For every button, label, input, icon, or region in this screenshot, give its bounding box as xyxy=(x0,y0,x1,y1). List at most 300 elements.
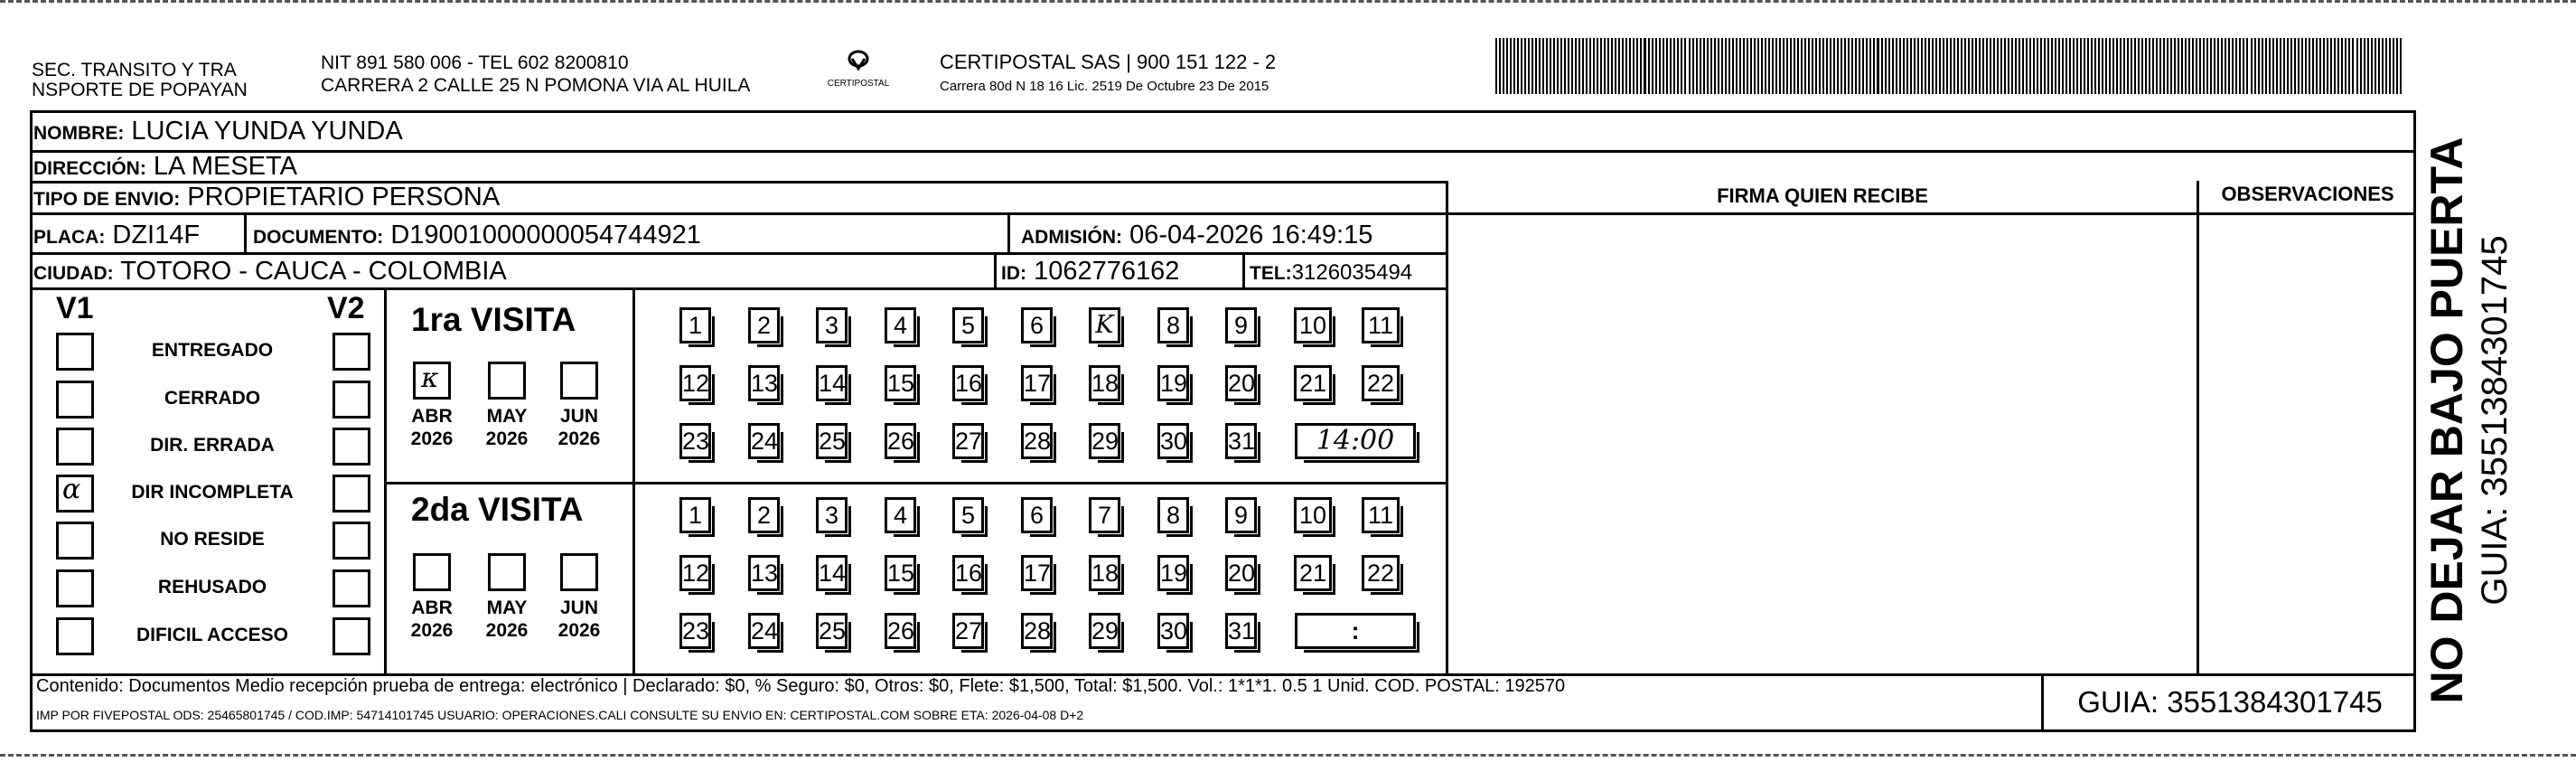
day-box[interactable]: 5 xyxy=(952,497,984,533)
day-box[interactable]: 13 xyxy=(748,555,780,591)
barcode-bar xyxy=(2011,38,2013,94)
barcode-bar xyxy=(1906,38,1908,94)
barcode-bar xyxy=(1950,38,1952,94)
day-box[interactable]: 13 xyxy=(748,365,780,401)
barcode-bar xyxy=(2352,38,2354,94)
day-box[interactable]: 29 xyxy=(1089,613,1120,649)
barcode-bar xyxy=(1618,38,1620,94)
barcode-bar xyxy=(1597,38,1598,94)
barcode-bar xyxy=(2065,38,2067,94)
day-box[interactable]: 17 xyxy=(1021,365,1053,401)
month-checkbox[interactable] xyxy=(413,553,451,591)
day-box[interactable]: 31 xyxy=(1225,423,1257,459)
barcode-bar xyxy=(2131,38,2132,94)
barcode-bar xyxy=(2283,38,2285,94)
v2-checkbox[interactable] xyxy=(333,381,370,419)
barcode-bar xyxy=(1670,38,1672,94)
barcode-bar xyxy=(2287,38,2289,94)
barcode-bar xyxy=(1681,38,1682,94)
barcode-bar xyxy=(1700,38,1701,94)
barcode-bar xyxy=(2127,38,2129,94)
day-box[interactable]: 10 xyxy=(1294,497,1332,533)
barcode-bar xyxy=(2120,38,2122,94)
nombre-row xyxy=(33,116,403,149)
ciudad-value: TOTORO - CAUCA - COLOMBIA xyxy=(120,257,507,286)
barcode-bar xyxy=(2156,38,2158,94)
day-box[interactable]: 7 xyxy=(1089,497,1120,533)
day-box[interactable]: 1 xyxy=(679,307,711,343)
status-label: DIFICIL ACCESO xyxy=(136,625,288,645)
day-box[interactable]: 19 xyxy=(1157,365,1189,401)
day-box[interactable]: 29 xyxy=(1089,423,1120,459)
day-box[interactable]: 22 xyxy=(1362,555,1400,591)
barcode-bar xyxy=(2246,38,2248,94)
day-box[interactable]: 1 xyxy=(679,497,711,533)
barcode-bar xyxy=(2004,38,2006,94)
v1-checkbox[interactable] xyxy=(56,333,94,371)
day-box[interactable]: 22 xyxy=(1362,365,1400,401)
status-label: CERRADO xyxy=(164,388,261,409)
barcode-bar xyxy=(1510,38,1512,94)
barcode-bar xyxy=(1553,38,1555,94)
day-box[interactable]: 2 xyxy=(748,497,780,533)
sender-line-1: SEC. TRANSITO Y TRA xyxy=(32,60,237,80)
day-box[interactable]: 24 xyxy=(748,613,780,649)
barcode-bar xyxy=(2087,38,2089,94)
barcode-bar xyxy=(2091,38,2093,94)
month-checkbox[interactable] xyxy=(488,362,526,400)
barcode-bar xyxy=(1611,38,1613,94)
day-box[interactable]: 21 xyxy=(1294,555,1332,591)
barcode-bar xyxy=(1939,38,1941,94)
month-name: MAY xyxy=(486,597,528,618)
barcode-bar xyxy=(2221,38,2223,94)
barcode-bar xyxy=(2316,38,2318,94)
v1-header: V1 xyxy=(56,291,94,325)
status-label: ENTREGADO xyxy=(151,340,274,361)
barcode-bar xyxy=(2400,38,2402,94)
barcode-bar xyxy=(1964,38,1966,94)
barcode-bar xyxy=(1604,38,1606,94)
barcode-bar xyxy=(2040,38,2042,94)
barcode-bar xyxy=(1652,38,1653,94)
barcode-bar xyxy=(1925,38,1926,94)
day-box[interactable]: 11 xyxy=(1362,307,1400,343)
barcode-bar xyxy=(1866,38,1868,94)
ciudad-row xyxy=(33,256,507,289)
barcode-bar xyxy=(1542,38,1544,94)
status-label: REHUSADO xyxy=(157,577,267,597)
barcode-bar xyxy=(1557,38,1559,94)
month-name: ABR xyxy=(411,406,453,427)
day-box[interactable]: 9 xyxy=(1225,307,1257,343)
day-box[interactable]: 15 xyxy=(885,365,916,401)
barcode-bar xyxy=(1571,38,1573,94)
barcode-bar xyxy=(2389,38,2391,94)
barcode-bar xyxy=(2026,38,2028,94)
barcode-bar xyxy=(2262,38,2263,94)
day-box[interactable]: 2 xyxy=(748,307,780,343)
barcode-bar xyxy=(1550,38,1551,94)
tipo-row xyxy=(33,182,500,215)
barcode-bar xyxy=(1896,38,1897,94)
barcode-bar xyxy=(2276,38,2278,94)
day-box[interactable]: 23 xyxy=(679,613,711,649)
barcode-bar xyxy=(1568,38,1569,94)
month-checkbox[interactable] xyxy=(560,362,598,400)
id-row xyxy=(1001,256,1179,289)
month-name: JUN xyxy=(559,597,598,618)
barcode-bar xyxy=(1921,38,1923,94)
barcode-bar xyxy=(2116,38,2118,94)
barcode-bar xyxy=(1655,38,1657,94)
day-box[interactable]: 27 xyxy=(952,423,984,459)
status-label: DIR INCOMPLETA xyxy=(131,482,294,503)
barcode-bar xyxy=(2188,38,2190,94)
barcode-bar xyxy=(2225,38,2226,94)
barcode-bar xyxy=(2051,38,2053,94)
barcode-bar xyxy=(1644,38,1646,94)
barcode-bar xyxy=(1775,38,1777,94)
barcode-bar xyxy=(1914,38,1916,94)
barcode-bar xyxy=(1607,38,1609,94)
barcode-bar xyxy=(2396,38,2398,94)
barcode-bar xyxy=(1790,38,1792,94)
day-box[interactable]: 28 xyxy=(1021,613,1053,649)
barcode-bar xyxy=(1503,38,1504,94)
month-label xyxy=(475,405,539,450)
barcode-bar xyxy=(2138,38,2140,94)
visit2-time[interactable]: : xyxy=(1295,613,1416,649)
barcode-bar xyxy=(2210,38,2212,94)
barcode-bar xyxy=(1848,38,1850,94)
day-box[interactable]: 14 xyxy=(816,365,848,401)
barcode-bar xyxy=(1979,38,1981,94)
barcode-bar xyxy=(1710,38,1712,94)
day-box[interactable]: 12 xyxy=(679,365,711,401)
barcode-bar xyxy=(1750,38,1752,94)
barcode-bar xyxy=(2290,38,2292,94)
certipostal-logo xyxy=(818,45,899,99)
month-label xyxy=(400,405,464,450)
barcode-bar xyxy=(1786,38,1788,94)
barcode-bar xyxy=(2323,38,2325,94)
barcode-bar xyxy=(1801,38,1803,94)
status-label: DIR. ERRADA xyxy=(150,435,275,456)
day-box[interactable]: 8 xyxy=(1157,497,1189,533)
v1-checkbox[interactable] xyxy=(56,569,94,607)
nombre-value: LUCIA YUNDA YUNDA xyxy=(131,117,403,146)
barcode-bar xyxy=(1877,38,1879,94)
barcode-bar xyxy=(2076,38,2078,94)
month-checkbox[interactable] xyxy=(488,553,526,591)
barcode-bar xyxy=(1910,38,1912,94)
barcode-bar xyxy=(1932,38,1934,94)
day-box[interactable]: 31 xyxy=(1225,613,1257,649)
day-box[interactable]: 19 xyxy=(1157,555,1189,591)
month-label xyxy=(475,597,539,642)
day-box[interactable]: 24 xyxy=(748,423,780,459)
barcode-bar xyxy=(1957,38,1959,94)
month-year: 2026 xyxy=(485,428,529,449)
v1-checkbox[interactable] xyxy=(56,522,94,560)
barcode-bar xyxy=(2047,38,2049,94)
barcode-bar xyxy=(1779,38,1781,94)
v2-checkbox[interactable] xyxy=(333,522,370,560)
top-perforation xyxy=(0,0,2576,8)
day-box[interactable]: 27 xyxy=(952,613,984,649)
day-box[interactable]: 4 xyxy=(885,307,916,343)
barcode-bar xyxy=(1725,38,1727,94)
barcode-bar xyxy=(2378,38,2380,94)
barcode-bar xyxy=(2185,38,2187,94)
day-box[interactable]: 23 xyxy=(679,423,711,459)
documento-value: D19001000000054744921 xyxy=(390,221,701,249)
barcode-bar xyxy=(1830,38,1831,94)
barcode-bar xyxy=(1986,38,1988,94)
day-box[interactable]: 16 xyxy=(952,365,984,401)
barcode-bar xyxy=(1844,38,1846,94)
barcode-bar xyxy=(1859,38,1860,94)
v1-checkbox[interactable] xyxy=(56,428,94,466)
barcode-bar xyxy=(1506,38,1508,94)
day-box[interactable]: 20 xyxy=(1225,365,1257,401)
barcode-bar xyxy=(2367,38,2369,94)
barcode-bar xyxy=(1659,38,1661,94)
barcode-bar xyxy=(2327,38,2328,94)
barcode-bar xyxy=(1794,38,1795,94)
barcode-bar xyxy=(2073,38,2075,94)
barcode-bar xyxy=(2098,38,2100,94)
barcode-bar xyxy=(1615,38,1616,94)
barcode-bar xyxy=(2206,38,2208,94)
day-box[interactable]: 8 xyxy=(1157,307,1189,343)
day-box[interactable]: 9 xyxy=(1225,497,1257,533)
month-check-mark: κ xyxy=(421,362,439,394)
barcode-bar xyxy=(1560,38,1562,94)
barcode-bar xyxy=(1873,38,1875,94)
month-name: JUN xyxy=(559,406,598,427)
barcode-bar xyxy=(2356,38,2358,94)
barcode-bar xyxy=(1993,38,1995,94)
barcode-bar xyxy=(1684,38,1686,94)
admision-label: ADMISIÓN: xyxy=(1021,227,1122,248)
barcode-bar xyxy=(1953,38,1955,94)
day-box[interactable]: 11 xyxy=(1362,497,1400,533)
day-box[interactable]: 25 xyxy=(816,423,848,459)
direccion-value: LA MESETA xyxy=(153,152,297,181)
barcode-bar xyxy=(1815,38,1817,94)
day-box[interactable]: 30 xyxy=(1157,613,1189,649)
barcode-bar xyxy=(2069,38,2071,94)
barcode-bar xyxy=(2000,38,2002,94)
barcode-bar xyxy=(2265,38,2267,94)
barcode-bar xyxy=(2330,38,2332,94)
barcode-bar xyxy=(2008,38,2009,94)
ciudad-label: CIUDAD: xyxy=(33,263,114,284)
barcode-bar xyxy=(2269,38,2271,94)
tipo-value: PROPIETARIO PERSONA xyxy=(187,183,501,212)
day-box[interactable]: 12 xyxy=(679,555,711,591)
day-box[interactable]: 18 xyxy=(1089,555,1120,591)
firma-header: FIRMA QUIEN RECIBE xyxy=(1717,184,1928,207)
barcode-bar xyxy=(1804,38,1806,94)
barcode-bar xyxy=(1648,38,1650,94)
nit-line: NIT 891 580 006 - TEL 602 8200810 xyxy=(321,52,629,73)
month-checkbox[interactable] xyxy=(560,553,598,591)
barcode-bar xyxy=(2159,38,2161,94)
day-box[interactable]: 10 xyxy=(1294,307,1332,343)
barcode-bar xyxy=(1851,38,1853,94)
barcode-bar xyxy=(2375,38,2376,94)
day-box[interactable]: 4 xyxy=(885,497,916,533)
month-label xyxy=(548,405,611,450)
day-box[interactable]: 28 xyxy=(1021,423,1053,459)
day-box[interactable]: 26 xyxy=(885,613,916,649)
barcode-bar xyxy=(2385,38,2387,94)
barcode-bar xyxy=(2149,38,2150,94)
barcode-bar xyxy=(1578,38,1580,94)
day-box[interactable]: 17 xyxy=(1021,555,1053,591)
barcode-bar xyxy=(1539,38,1541,94)
barcode-bar xyxy=(2235,38,2237,94)
v1-check-mark: α xyxy=(62,474,81,505)
visit1-time[interactable]: 14:00 xyxy=(1295,423,1416,459)
barcode-bar xyxy=(2251,38,2253,94)
barcode-bar xyxy=(1754,38,1756,94)
barcode-bar xyxy=(1855,38,1857,94)
barcode-bar xyxy=(1564,38,1566,94)
barcode-bar xyxy=(2029,38,2031,94)
day-box[interactable]: 6 xyxy=(1021,307,1053,343)
barcode-bar xyxy=(1517,38,1519,94)
day-box[interactable]: K xyxy=(1089,307,1120,343)
v1-checkbox[interactable] xyxy=(56,617,94,655)
v2-checkbox[interactable] xyxy=(333,475,370,513)
direccion-label: DIRECCIÓN: xyxy=(33,158,146,179)
barcode-bar xyxy=(1513,38,1515,94)
tipo-label: TIPO DE ENVIO: xyxy=(33,189,181,210)
day-box[interactable]: 16 xyxy=(952,555,984,591)
barcode-bar xyxy=(2152,38,2154,94)
barcode xyxy=(1495,38,2408,94)
barcode-bar xyxy=(1535,38,1537,94)
v2-checkbox[interactable] xyxy=(333,428,370,466)
barcode-bar xyxy=(2112,38,2114,94)
footer-contenido: Contenido: Documentos Medio recepción prueba de entrega: electrónico | Declarado: $0, % Seguro: $0, Otros: $0, Flete: $1,500, Total: $1,500. Vol.: 1*1*1. 0.5 1 Unid. COD. POSTAL: 192570 xyxy=(36,676,1566,696)
direccion-row xyxy=(33,151,297,184)
barcode-bar xyxy=(2360,38,2362,94)
day-box[interactable]: 25 xyxy=(816,613,848,649)
barcode-bar xyxy=(2178,38,2179,94)
barcode-bar xyxy=(2167,38,2169,94)
day-box[interactable]: 3 xyxy=(816,307,848,343)
month-checkbox[interactable] xyxy=(413,362,451,400)
barcode-bar xyxy=(1975,38,1977,94)
barcode-bar xyxy=(1808,38,1810,94)
day-box[interactable]: 30 xyxy=(1157,423,1189,459)
barcode-bar xyxy=(1707,38,1709,94)
day-box[interactable]: 14 xyxy=(816,555,848,591)
barcode-bar xyxy=(2258,38,2260,94)
barcode-bar xyxy=(2055,38,2056,94)
v2-checkbox[interactable] xyxy=(333,333,370,371)
barcode-bar xyxy=(2348,38,2350,94)
barcode-bar xyxy=(2037,38,2038,94)
barcode-bar xyxy=(1586,38,1588,94)
tel-row xyxy=(1250,260,1412,286)
logo-text: CERTIPOSTAL xyxy=(827,79,890,89)
barcode-bar xyxy=(1946,38,1948,94)
day-box[interactable]: 20 xyxy=(1225,555,1257,591)
barcode-bar xyxy=(2019,38,2020,94)
v1-checkbox[interactable] xyxy=(56,475,94,513)
barcode-bar xyxy=(1728,38,1730,94)
barcode-bar xyxy=(1899,38,1901,94)
barcode-bar xyxy=(2033,38,2035,94)
barcode-bar xyxy=(2192,38,2194,94)
footer-imp: IMP POR FIVEPOSTAL ODS: 25465801745 / COD.IMP: 54714101745 USUARIO: OPERACIONES.CALI CONSULTE SU ENVIO EN: CERTIPOSTAL.COM SOBRE ETA: 2026-04-08 D+2 xyxy=(36,708,1084,722)
admision-value: 06-04-2026 16:49:15 xyxy=(1129,221,1373,249)
barcode-bar xyxy=(1783,38,1784,94)
barcode-bar xyxy=(1935,38,1937,94)
barcode-bar xyxy=(2022,38,2024,94)
tel-value: 3126035494 xyxy=(1291,260,1413,285)
barcode-bar xyxy=(2309,38,2310,94)
day-box[interactable]: 15 xyxy=(885,555,916,591)
barcode-bar xyxy=(1812,38,1813,94)
day-box[interactable]: 26 xyxy=(885,423,916,459)
barcode-bar xyxy=(1692,38,1694,94)
barcode-bar xyxy=(1575,38,1577,94)
barcode-bar xyxy=(1997,38,1999,94)
address-line: CARRERA 2 CALLE 25 N POMONA VIA AL HUILA xyxy=(321,75,751,96)
day-box[interactable]: 21 xyxy=(1294,365,1332,401)
barcode-bar xyxy=(2294,38,2296,94)
barcode-bar xyxy=(2217,38,2219,94)
barcode-bar xyxy=(1636,38,1638,94)
v2-checkbox[interactable] xyxy=(333,617,370,655)
nombre-label: NOMBRE: xyxy=(33,123,125,144)
barcode-bar xyxy=(2345,38,2347,94)
barcode-bar xyxy=(1888,38,1890,94)
day-box[interactable]: 6 xyxy=(1021,497,1053,533)
v2-checkbox[interactable] xyxy=(333,569,370,607)
visit1-title: 1ra VISITA xyxy=(411,301,576,338)
barcode-bar xyxy=(2272,38,2274,94)
observaciones-header: OBSERVACIONES xyxy=(2221,183,2394,205)
barcode-bar xyxy=(1765,38,1766,94)
documento-row xyxy=(253,220,701,253)
v1-checkbox[interactable] xyxy=(56,381,94,419)
barcode-bar xyxy=(2170,38,2172,94)
side-guia: GUIA: 3551384301745 xyxy=(2475,235,2515,606)
barcode-bar xyxy=(1629,38,1631,94)
barcode-bar xyxy=(2243,38,2244,94)
barcode-bar xyxy=(2145,38,2147,94)
barcode-bar xyxy=(1528,38,1530,94)
month-year: 2026 xyxy=(410,620,454,641)
day-box[interactable]: 3 xyxy=(816,497,848,533)
day-box[interactable]: 18 xyxy=(1089,365,1120,401)
barcode-bar xyxy=(1903,38,1905,94)
v2-header: V2 xyxy=(327,291,365,325)
barcode-bar xyxy=(1747,38,1748,94)
barcode-bar xyxy=(2094,38,2096,94)
month-label xyxy=(400,597,464,642)
day-box[interactable]: 5 xyxy=(952,307,984,343)
barcode-bar xyxy=(2232,38,2234,94)
